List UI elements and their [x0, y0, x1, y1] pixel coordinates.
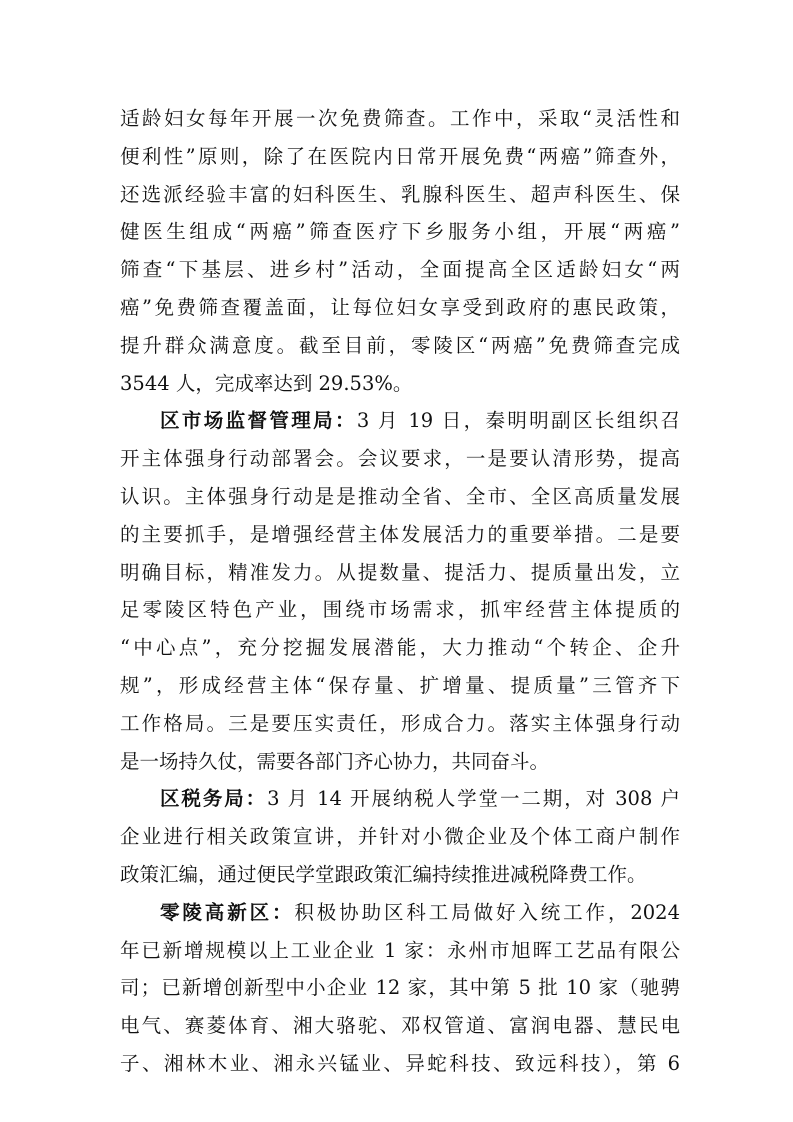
text-line: 便利性”原则，除了在医院内日常开展免费“两癌”筛查外，	[120, 144, 680, 168]
text-line: “中心点”，充分挖掘发展潜能，大力推动“个转企、企升	[120, 636, 680, 660]
text-line: 还选派经验丰富的妇科医生、乳腺科医生、超声科医生、保	[120, 182, 680, 206]
text-line: 是一场持久仗，需要各部门齐心协力，共同奋斗。	[120, 749, 550, 773]
section-heading: 零陵高新区：	[160, 900, 295, 924]
text-line: 电气、赛菱体育、湘大骆驼、邓权管道、富润电器、慧民电	[120, 1014, 680, 1038]
text-run: 积极协助区科工局做好入统工作，2024	[294, 900, 680, 924]
section-heading: 区税务局：	[160, 787, 268, 811]
text-line: 提升群众满意度。截至目前，零陵区“两癌”免费筛查完成	[120, 333, 680, 357]
text-run: 3 月 19 日，秦明明副区长组织召	[356, 409, 680, 433]
text-line: 足零陵区特色产业，围绕市场需求，抓牢经营主体提质的	[120, 598, 680, 622]
text-line: 适龄妇女每年开展一次免费筛查。工作中，采取“灵活性和	[120, 107, 680, 130]
text-line: 健医生组成“两癌”筛查医疗下乡服务小组，开展“两癌”	[120, 220, 680, 244]
paragraph-two-cancer-screening	[120, 100, 680, 402]
text-line: 企业进行相关政策宣讲，并针对小微企业及个体工商户制作	[120, 825, 680, 849]
text-line: 筛查“下基层、进乡村”活动，全面提高全区适龄妇女“两	[120, 258, 680, 282]
text-line: 癌”免费筛查覆盖面，让每位妇女享受到政府的惠民政策，	[120, 295, 680, 319]
text-line: 开主体强身行动部署会。会议要求，一是要认清形势，提高	[120, 447, 680, 471]
text-run: 3 月 14 开展纳税人学堂一二期，对 308 户	[267, 787, 680, 811]
paragraph-tax-bureau	[120, 780, 680, 893]
text-line	[120, 894, 680, 932]
text-line	[120, 780, 680, 818]
paragraph-market-supervision	[120, 402, 680, 780]
text-line: 工作格局。三是要压实责任，形成合力。落实主体强身行动	[120, 711, 680, 735]
text-line	[120, 402, 680, 440]
document-page	[120, 100, 680, 1075]
text-line: 政策汇编，通过便民学堂跟政策汇编持续推进减税降费工作。	[120, 862, 647, 886]
section-heading: 区市场监督管理局：	[160, 409, 357, 433]
text-line: 司；已新增创新型中小企业 12 家，其中第 5 批 10 家（驰骋	[120, 976, 680, 1000]
text-line: 的主要抓手，是增强经营主体发展活力的重要举措。二是要	[120, 522, 680, 546]
text-line: 子、湘林木业、湘永兴锰业、异蛇科技、致远科技），第 6	[120, 1051, 680, 1075]
paragraph-high-tech-zone	[120, 894, 680, 1083]
text-line: 3544 人，完成率达到 29.53%。	[120, 371, 413, 395]
text-line: 年已新增规模以上工业企业 1 家：永州市旭晖工艺品有限公	[120, 938, 680, 962]
text-line: 规”，形成经营主体“保存量、扩增量、提质量”三管齐下	[120, 673, 680, 697]
text-line: 明确目标，精准发力。从提数量、提活力、提质量出发，立	[120, 560, 680, 584]
text-line: 认识。主体强身行动是是推动全省、全市、全区高质量发展	[120, 484, 680, 508]
